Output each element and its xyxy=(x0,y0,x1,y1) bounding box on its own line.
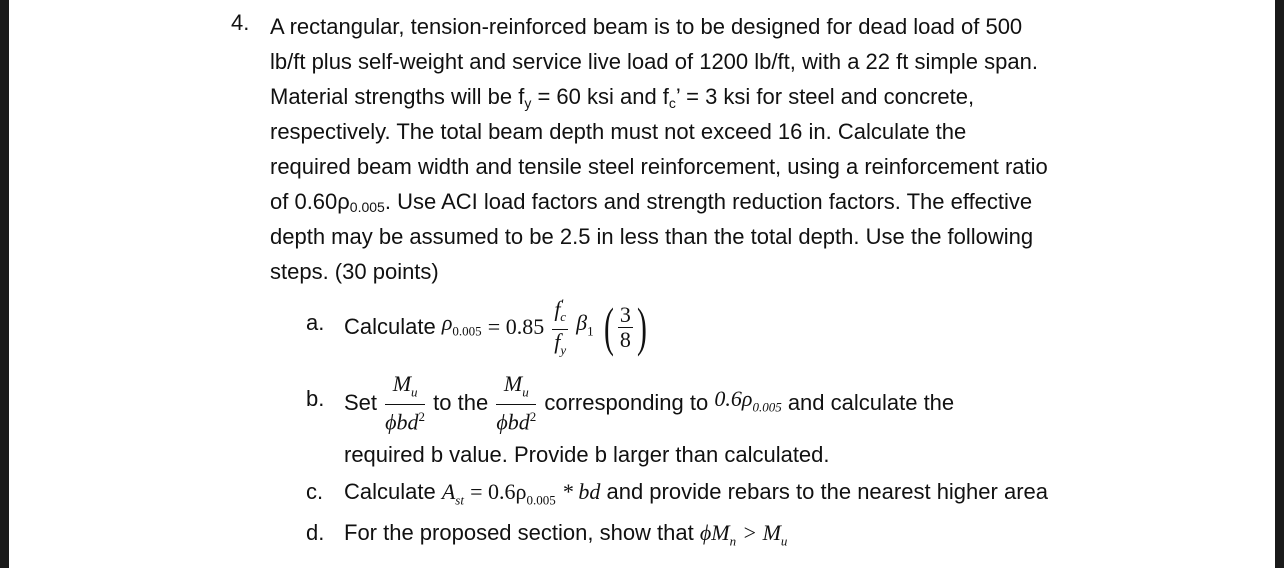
statement-line-7: depth may be assumed to be 2.5 in less than the total depth. Use the following xyxy=(270,224,1034,249)
step-a xyxy=(344,291,651,358)
step-c-text: Calculate xyxy=(344,479,436,504)
step-b-letter: b. xyxy=(306,386,325,411)
den-sup-1: 2 xyxy=(418,409,426,425)
den-2: ϕbd xyxy=(496,409,530,435)
fy-sub: y xyxy=(560,342,567,358)
step-d-letter: d. xyxy=(306,520,325,545)
step-b-calc: and calculate the xyxy=(787,390,955,416)
line3-mid: = 60 ksi and f xyxy=(531,84,669,109)
step-c-letter: c. xyxy=(306,479,324,504)
ast-sub: st xyxy=(455,492,464,508)
step-b-set: Set xyxy=(344,390,378,416)
mn-sub: n xyxy=(729,533,737,549)
rho-coef-sub: 0.005 xyxy=(752,399,782,415)
ast-symbol: A xyxy=(441,479,456,504)
mu-sub-1: u xyxy=(411,384,418,400)
mu-fraction-2 xyxy=(496,372,536,435)
statement-line-2: lb/ft plus self-weight and service live load of 1200 lb/ft, with a 22 ft simple span. xyxy=(270,49,1038,74)
step-b-to-the: to the xyxy=(433,390,489,416)
den-1: ϕbd xyxy=(385,409,419,435)
beta-sub: 1 xyxy=(587,323,594,339)
step-a-text: Calculate xyxy=(344,314,436,340)
statement-line-1: A rectangular, tension-reinforced beam is to be designed for dead load of 500 xyxy=(270,14,1023,39)
phi-mn: ϕM xyxy=(699,520,730,545)
step-a-letter: a. xyxy=(306,310,325,335)
left-border xyxy=(0,0,9,568)
mu-sub-2: u xyxy=(522,384,529,400)
fc-sub: c xyxy=(560,309,567,325)
line6-end: . Use ACI load factors and strength reduction factors. The effective xyxy=(384,189,1033,214)
beta-symbol: β xyxy=(576,310,588,335)
right-border xyxy=(1275,0,1284,568)
step-b-continuation: required b value. Provide b larger than calculated. xyxy=(344,442,830,467)
rho-subscript: 0.005 xyxy=(349,199,385,215)
fc-subscript: c xyxy=(668,95,676,111)
line3-start: Material strengths will be f xyxy=(270,84,525,109)
mu-fraction-1 xyxy=(385,372,425,435)
step-c xyxy=(344,478,1048,514)
statement-line-8: steps. (30 points) xyxy=(270,259,439,284)
problem-statement xyxy=(270,9,1150,289)
right-paren: ) xyxy=(637,297,647,358)
fc-symbol: f xyxy=(554,295,561,321)
statement-line-5: required beam width and tensile steel reinforcement, using a reinforcement ratio xyxy=(270,154,1048,179)
step-d xyxy=(344,519,787,555)
mu-symbol-1: M xyxy=(392,370,412,396)
eq-085: = 0.85 xyxy=(487,314,545,340)
fc-prime: ' xyxy=(560,295,564,311)
fc-over-fy-fraction xyxy=(552,292,568,363)
mu-sub-d: u xyxy=(780,533,788,549)
line3-end: ’ = 3 ksi for steel and concrete, xyxy=(675,84,975,109)
step-c-text2: and provide rebars to the nearest higher area xyxy=(606,479,1048,504)
rho-sub: 0.005 xyxy=(452,323,482,339)
mu-symbol-2: M xyxy=(503,370,523,396)
step-b-corresponding: corresponding to xyxy=(544,390,709,416)
statement-line-6 xyxy=(270,184,1150,219)
frac-num: 3 xyxy=(619,301,631,327)
step-b xyxy=(344,369,955,435)
three-eighths-fraction xyxy=(618,303,633,352)
step-c-bd: * bd xyxy=(561,479,601,504)
fy-subscript: y xyxy=(524,95,532,111)
step-d-text: For the proposed section, show that xyxy=(344,520,694,545)
problem-number: 4. xyxy=(231,10,250,35)
step-c-rho-sub: 0.005 xyxy=(526,492,556,508)
left-paren: ( xyxy=(603,297,614,358)
line6-start: of 0.60ρ xyxy=(270,189,350,214)
den-sup-2: 2 xyxy=(529,409,537,425)
gt-mu: > M xyxy=(742,520,781,545)
fy-symbol: f xyxy=(554,329,561,355)
frac-den: 8 xyxy=(619,326,631,352)
statement-line-4: respectively. The total beam depth must not exceed 16 in. Calculate the xyxy=(270,119,967,144)
rho-coef: 0.6ρ xyxy=(714,386,753,411)
rho-symbol: ρ xyxy=(441,310,453,335)
step-c-eq: = 0.6ρ xyxy=(470,479,527,504)
statement-line-3 xyxy=(270,79,1150,114)
